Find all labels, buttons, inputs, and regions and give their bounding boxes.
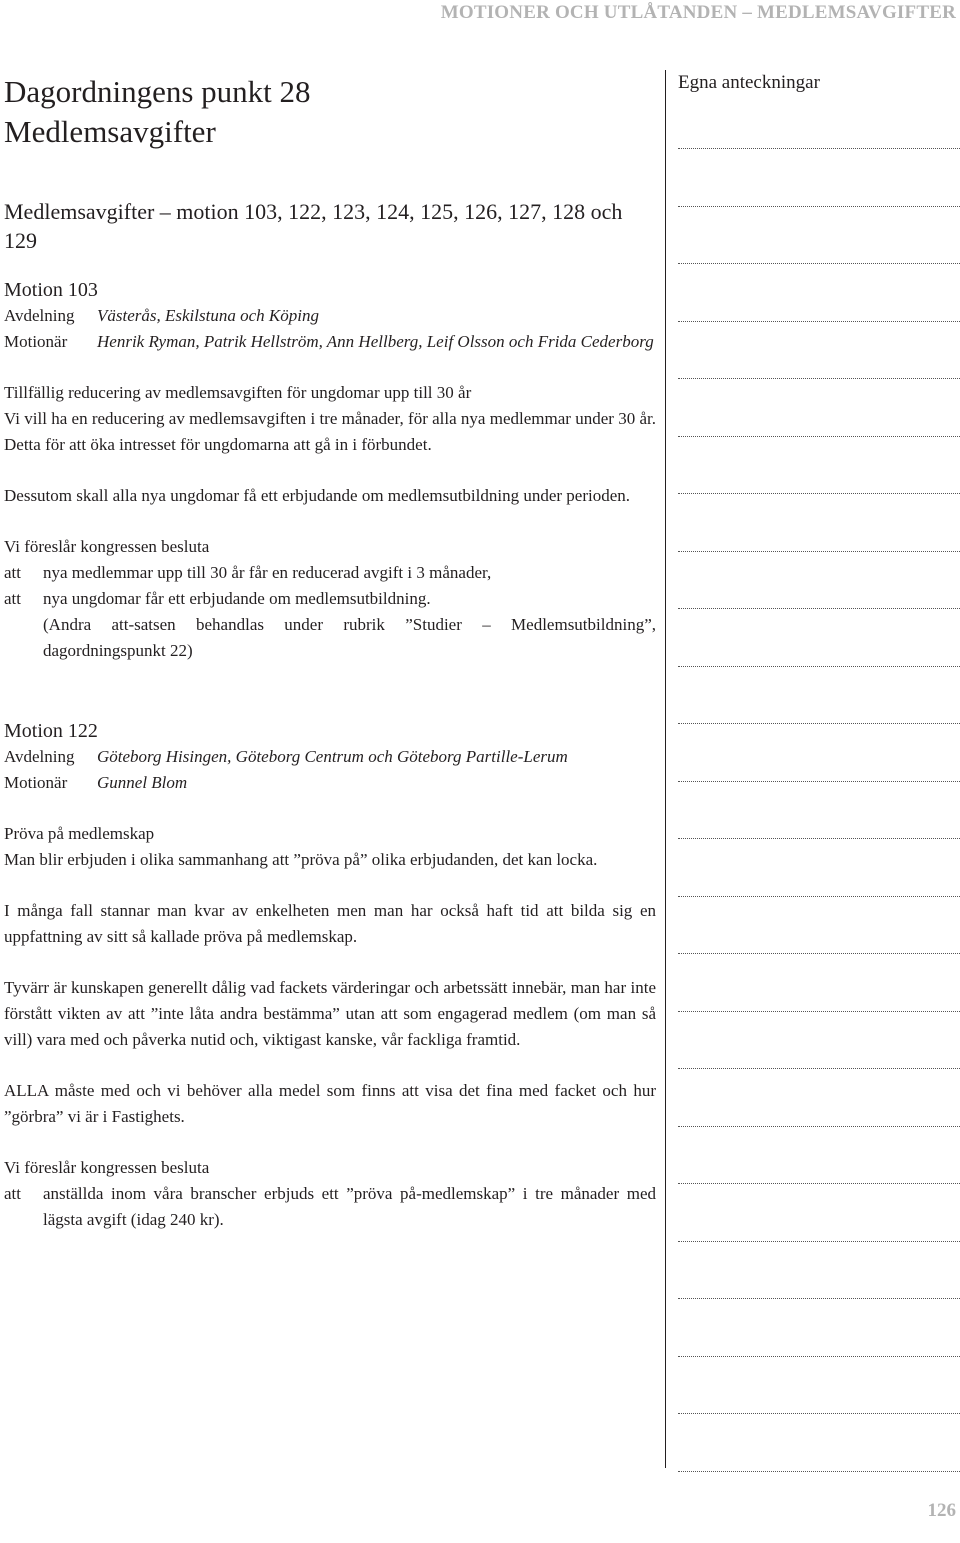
meta-value: Gunnel Blom	[97, 773, 188, 792]
note-line	[678, 378, 960, 379]
att-text: anställda inom våra branscher erbjuds ett ”pröva på-medlemskap” i tre månader med lägsta avgift (idag 240 kr).	[43, 1184, 656, 1229]
page-title	[4, 72, 644, 152]
note-line	[678, 436, 960, 437]
note-line	[678, 781, 960, 782]
page-title-line-1: Dagordningens punkt 28	[4, 74, 311, 109]
motion-heading: Motion 103	[4, 279, 98, 301]
note-line	[678, 321, 960, 322]
meta-label: Motionär	[4, 332, 68, 351]
paragraph: Tyvärr är kunskapen generellt dålig vad fackets värderingar och arbetssätt innebär, man har inte förstått vikten av att ”inte låta andra bestämma” utan att som engagerad medlem (om man så vill) vara med och påverka nutid och, viktigast kanske, vår fackliga framtid.	[4, 978, 656, 1049]
note-line	[678, 953, 960, 954]
note-line	[678, 608, 960, 609]
meta-value: Henrik Ryman, Patrik Hellström, Ann Hellberg, Leif Olsson och Frida Cederborg	[97, 332, 654, 351]
column-divider	[665, 70, 666, 1468]
motion-topic: Tillfällig reducering av medlemsavgiften för ungdomar upp till 30 år	[4, 383, 472, 402]
att-label: att	[4, 589, 21, 608]
meta-value: Göteborg Hisingen, Göteborg Centrum och Göteborg Partille-Lerum	[97, 747, 568, 766]
motion-heading: Motion 122	[4, 720, 98, 742]
notes-header: Egna anteckningar	[678, 72, 820, 93]
meta-motionar	[4, 770, 656, 796]
meta-avdelning	[4, 303, 656, 329]
note-line	[678, 206, 960, 207]
att-clause	[4, 586, 656, 612]
att-clause	[4, 560, 656, 586]
note-line	[678, 493, 960, 494]
note-line	[678, 666, 960, 667]
note-line	[678, 896, 960, 897]
note-line	[678, 1413, 960, 1414]
meta-label: Avdelning	[4, 747, 75, 766]
note-line	[678, 838, 960, 839]
main-content	[4, 197, 656, 1233]
att-label: att	[4, 1184, 21, 1203]
motion-103	[4, 277, 656, 664]
meta-label: Avdelning	[4, 306, 75, 325]
meta-motionar	[4, 329, 656, 355]
note-line	[678, 1356, 960, 1357]
paragraph: Man blir erbjuden i olika sammanhang att ”pröva på” olika erbjudanden, det kan locka.	[4, 850, 598, 869]
section-title: Medlemsavgifter – motion 103, 122, 123, 124, 125, 126, 127, 128 och 129	[4, 199, 623, 253]
proposal-heading: Vi föreslår kongressen besluta	[4, 537, 210, 556]
note-line	[678, 1241, 960, 1242]
att-note: (Andra att-satsen behandlas under rubrik ”Studier – Medlemsutbildning”, dagordningspunkt 22)	[43, 615, 656, 660]
att-clause	[4, 1181, 656, 1233]
note-line	[678, 1183, 960, 1184]
note-line	[678, 263, 960, 264]
motion-topic: Pröva på medlemskap	[4, 824, 155, 843]
page-number: 126	[927, 1500, 956, 1521]
note-line	[678, 723, 960, 724]
meta-avdelning	[4, 744, 656, 770]
note-line	[678, 1068, 960, 1069]
paragraph: I många fall stannar man kvar av enkelheten men man har också haft tid att bilda sig en uppfattning av sitt så kallade pröva på medlemskap.	[4, 901, 656, 946]
meta-label: Motionär	[4, 773, 68, 792]
note-line	[678, 1011, 960, 1012]
paragraph: Dessutom skall alla nya ungdomar få ett erbjudande om medlemsutbildning under perioden.	[4, 486, 631, 505]
note-line	[678, 148, 960, 149]
note-line	[678, 1471, 960, 1472]
att-label: att	[4, 563, 21, 582]
att-text: nya ungdomar får ett erbjudande om medlemsutbildning.	[43, 589, 431, 608]
note-line	[678, 1126, 960, 1127]
motion-122	[4, 718, 656, 1233]
att-text: nya medlemmar upp till 30 år får en reducerad avgift i 3 månader,	[43, 563, 492, 582]
page-title-line-2: Medlemsavgifter	[4, 114, 216, 149]
proposal-heading: Vi föreslår kongressen besluta	[4, 1158, 210, 1177]
paragraph: ALLA måste med och vi behöver alla medel som finns att visa det fina med facket och hur ”görbra” vi är i Fastighets.	[4, 1081, 656, 1126]
note-line	[678, 551, 960, 552]
note-line	[678, 1298, 960, 1299]
running-head: MOTIONER OCH UTLÅTANDEN – MEDLEMSAVGIFTER	[440, 2, 956, 23]
meta-value: Västerås, Eskilstuna och Köping	[97, 306, 319, 325]
paragraph: Vi vill ha en reducering av medlemsavgiften i tre månader, för alla nya medlemmar under 30 år. Detta för att öka intresset för ungdomarna att gå in i förbundet.	[4, 409, 656, 454]
